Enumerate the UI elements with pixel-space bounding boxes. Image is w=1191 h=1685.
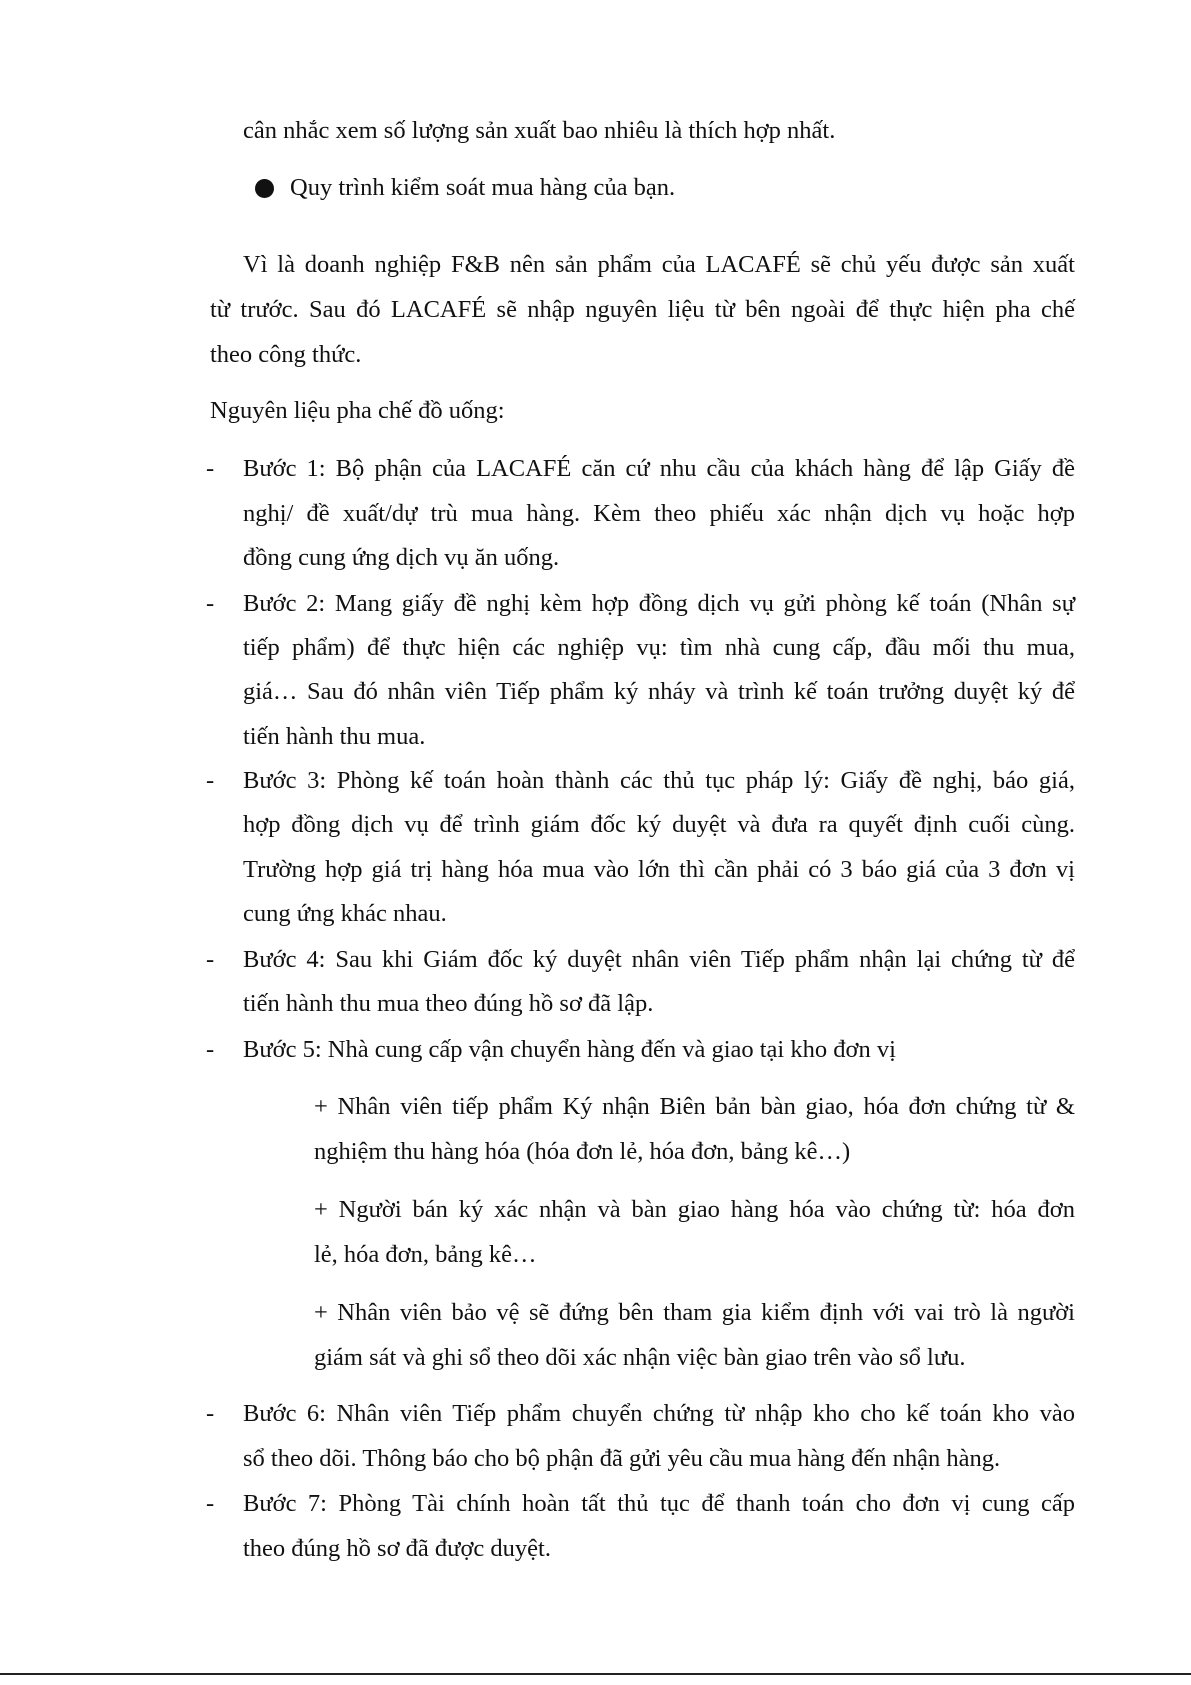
- substep-line: + Nhân viên tiếp phẩm Ký nhận Biên bản bàn giao, hóa đơn chứng từ &: [314, 1093, 1075, 1120]
- substep-line: nghiệm thu hàng hóa (hóa đơn lẻ, hóa đơn, bảng kê…): [314, 1138, 851, 1165]
- substep-line: giám sát và ghi sổ theo dõi xác nhận việc bàn giao trên vào sổ lưu.: [314, 1344, 966, 1371]
- list-dash: -: [206, 1490, 215, 1517]
- intro-line: cân nhắc xem số lượng sản xuất bao nhiêu là thích hợp nhất.: [243, 117, 836, 144]
- bullet-icon: [255, 179, 274, 198]
- step-line: theo đúng hồ sơ đã được duyệt.: [243, 1535, 551, 1562]
- paragraph-line: theo công thức.: [210, 341, 362, 368]
- step-line: Bước 1: Bộ phận của LACAFÉ căn cứ nhu cầu của khách hàng để lập Giấy đề: [243, 455, 1075, 482]
- list-dash: -: [206, 590, 215, 617]
- step-line: Bước 6: Nhân viên Tiếp phẩm chuyển chứng từ nhập kho cho kế toán kho vào: [243, 1400, 1075, 1427]
- step-line: Bước 5: Nhà cung cấp vận chuyển hàng đến và giao tại kho đơn vị: [243, 1036, 896, 1063]
- step-line: tiến hành thu mua theo đúng hồ sơ đã lập.: [243, 990, 654, 1017]
- substep-line: + Nhân viên bảo vệ sẽ đứng bên tham gia kiểm định với vai trò là người: [314, 1299, 1075, 1326]
- paragraph-line: từ trước. Sau đó LACAFÉ sẽ nhập nguyên liệu từ bên ngoài để thực hiện pha chế: [210, 296, 1075, 323]
- list-dash: -: [206, 455, 215, 482]
- step-line: giá… Sau đó nhân viên Tiếp phẩm ký nháy và trình kế toán trưởng duyệt ký để: [243, 678, 1075, 705]
- paragraph-line: Vì là doanh nghiệp F&B nên sản phẩm của LACAFÉ sẽ chủ yếu được sản xuất: [243, 251, 1075, 278]
- list-dash: -: [206, 1400, 215, 1427]
- step-line: nghị/ đề xuất/dự trù mua hàng. Kèm theo phiếu xác nhận dịch vụ hoặc hợp: [243, 500, 1075, 527]
- step-line: cung ứng khác nhau.: [243, 900, 447, 927]
- bullet-text: Quy trình kiểm soát mua hàng của bạn.: [290, 174, 676, 201]
- step-line: đồng cung ứng dịch vụ ăn uống.: [243, 544, 560, 571]
- step-line: tiến hành thu mua.: [243, 723, 426, 750]
- section-heading: Nguyên liệu pha chế đồ uống:: [210, 397, 505, 424]
- step-line: hợp đồng dịch vụ để trình giám đốc ký duyệt và đưa ra quyết định cuối cùng.: [243, 811, 1075, 838]
- substep-line: lẻ, hóa đơn, bảng kê…: [314, 1241, 537, 1268]
- step-line: Bước 4: Sau khi Giám đốc ký duyệt nhân viên Tiếp phẩm nhận lại chứng từ để: [243, 946, 1075, 973]
- step-line: Bước 2: Mang giấy đề nghị kèm hợp đồng dịch vụ gửi phòng kế toán (Nhân sự: [243, 590, 1075, 617]
- step-line: tiếp phẩm) để thực hiện các nghiệp vụ: tìm nhà cung cấp, đầu mối thu mua,: [243, 634, 1075, 661]
- step-line: Bước 7: Phòng Tài chính hoàn tất thủ tục để thanh toán cho đơn vị cung cấp: [243, 1490, 1075, 1517]
- footer-divider: [0, 1673, 1191, 1675]
- substep-line: + Người bán ký xác nhận và bàn giao hàng hóa vào chứng từ: hóa đơn: [314, 1196, 1075, 1223]
- list-dash: -: [206, 946, 215, 973]
- list-dash: -: [206, 767, 215, 794]
- step-line: Trường hợp giá trị hàng hóa mua vào lớn thì cần phải có 3 báo giá của 3 đơn vị: [243, 856, 1075, 883]
- list-dash: -: [206, 1036, 215, 1063]
- step-line: Bước 3: Phòng kế toán hoàn thành các thủ tục pháp lý: Giấy đề nghị, báo giá,: [243, 767, 1075, 794]
- step-line: sổ theo dõi. Thông báo cho bộ phận đã gửi yêu cầu mua hàng đến nhận hàng.: [243, 1445, 1001, 1472]
